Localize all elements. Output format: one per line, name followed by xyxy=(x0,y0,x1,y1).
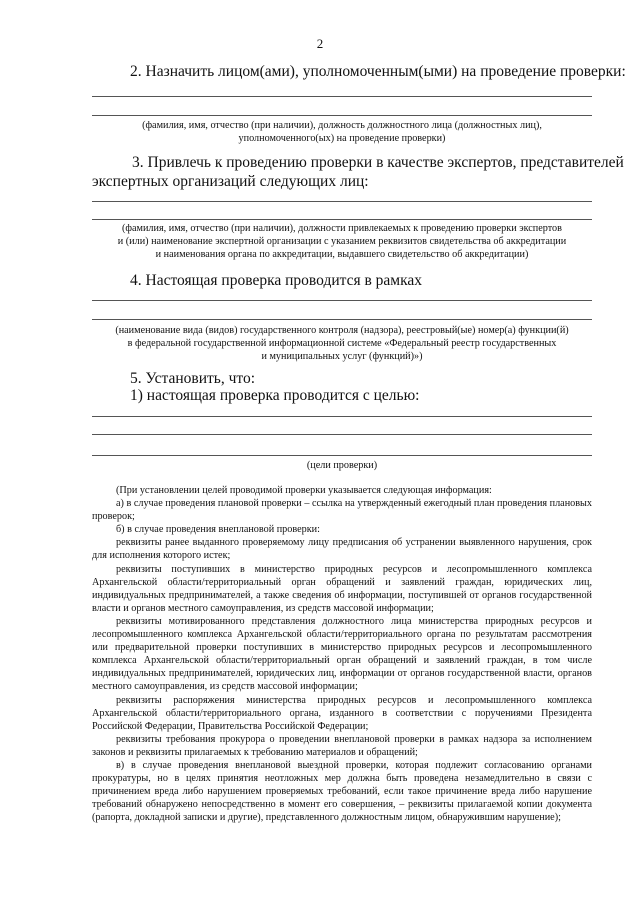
caption-line: в федеральной государственной информационной системе «Федеральный реестр государственных xyxy=(127,338,557,349)
note-paragraph: реквизиты ранее выданного проверяемому лицу предписания об устранении выявленного нарушения, срок для исполнения которого истек; xyxy=(92,537,592,562)
blank-line xyxy=(92,300,592,301)
note-paragraph: б) в случае проведения внеплановой проверки: xyxy=(116,524,320,536)
caption-line: и муниципальных услуг (функций)») xyxy=(261,351,423,362)
item3-caption xyxy=(92,222,592,261)
notes-block xyxy=(92,484,592,824)
blank-line xyxy=(92,115,592,116)
item5-sub: 1) настоящая проверка проводится с целью: xyxy=(130,387,420,404)
note-paragraph: реквизиты распоряжения министерства природных ресурсов и лесопромышленного комплекса Архангельской области/территориального органа, изданного в соответствии с поручениями Президента Российской Федерации, Правительства Российской Федерации; xyxy=(92,694,592,732)
caption-line: (фамилия, имя, отчество (при наличии), должности привлекаемых к проведению проверки экспертов xyxy=(122,223,562,234)
blank-line xyxy=(92,416,592,417)
item2-heading: 2. Назначить лицом(ами), уполномоченным(ыми) на проведение проверки: xyxy=(130,63,626,80)
note-paragraph: а) в случае проведения плановой проверки – ссылка на утвержденный ежегодный план проведения плановых проверок; xyxy=(92,498,592,523)
item5-heading: 5. Установить, что: xyxy=(130,370,256,387)
blank-line xyxy=(92,319,592,320)
note-paragraph: реквизиты поступивших в министерство природных ресурсов и лесопромышленного комплекса Архангельской области/территориальный орган обращений и заявлений граждан, юридических лиц, индивидуальных предпринимателей, а также сведения об информации, поступившей от органов государственной власти и органов местного самоуправления, из средств массовой информации; xyxy=(92,563,592,614)
item5-caption: (цели проверки) xyxy=(306,460,378,471)
page-number: 2 xyxy=(316,36,324,51)
note-paragraph: реквизиты требования прокурора о проведении внеплановой проверки в рамках надзора за исполнением законов и реквизиты прилагаемых к требованию материалов и обращений; xyxy=(92,733,592,758)
note-paragraph: (При установлении целей проводимой проверки указывается следующая информация: xyxy=(116,485,492,496)
caption-line: и наименования органа по аккредитации, выдавшего свидетельство об аккредитации) xyxy=(155,249,529,260)
blank-line xyxy=(92,201,592,202)
blank-line xyxy=(92,96,592,97)
item3-heading-line-1: 3. Привлечь к проведению проверки в качестве экспертов, представителей xyxy=(132,154,624,171)
note-paragraph: в) в случае проведения внеплановой выездной проверки, которая подлежит согласованию органами прокуратуры, но в целях принятия неотложных мер должна быть проведена незамедлительно в связи с причинением вреда либо нарушением проверяемых требований, если такое причинение вреда либо нарушение требований обнаружено непосредственно в момент его совершения, – реквизиты прилагаемой копии документа (рапорта, докладной записки и другие), представленного должностным лицом, обнаружившим нарушение); xyxy=(92,759,592,824)
note-paragraph: реквизиты мотивированного представления должностного лица министерства природных ресурсов и лесопромышленного комплекса Архангельской области/территориального органа по результатам рассмотрения или предварительной проверки поступивших в министерство природных ресурсов и лесопромышленного комплекса Архангельской области/территориальный орган обращений и заявлений граждан, в том числе индивидуальных предпринимателей, юридических лиц, информации от органов государственной власти, органов местного самоуправления, из средств массовой информации; xyxy=(92,615,592,693)
caption-line: уполномоченного(ых) на проведение проверки) xyxy=(238,133,446,144)
item4-caption xyxy=(92,324,592,363)
item3-heading-line-2: экспертных организаций следующих лиц: xyxy=(92,173,369,190)
blank-line xyxy=(92,455,592,456)
caption-line: (фамилия, имя, отчество (при наличии), должность должностного лица (должностных лиц), xyxy=(142,120,542,131)
caption-line: и (или) наименование экспертной организации с указанием реквизитов свидетельства об аккредитации xyxy=(117,236,567,247)
blank-line xyxy=(92,434,592,435)
caption-line: (наименование вида (видов) государственного контроля (надзора), реестровый(ые) номер(а) функции(й) xyxy=(115,325,569,336)
blank-line xyxy=(92,219,592,220)
item4-heading: 4. Настоящая проверка проводится в рамках xyxy=(130,272,423,289)
item2-caption xyxy=(92,119,592,145)
